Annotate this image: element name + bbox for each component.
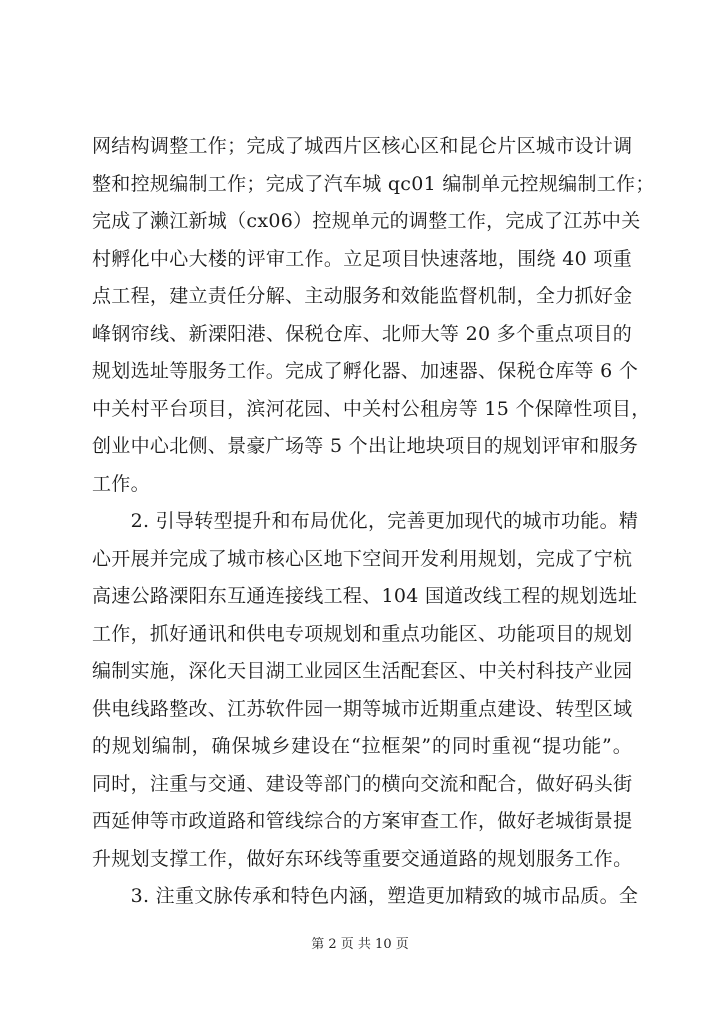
- body-line-18: 同时，注重与交通、建设等部门的横向交流和配合，做好码头街: [92, 773, 633, 795]
- body-line-20: 升规划支撑工作，做好东环线等重要交通道路的规划服务工作。: [92, 848, 633, 870]
- body-line-16: 供电线路整改、江苏软件园一期等城市近期重点建设、转型区域: [92, 698, 633, 720]
- body-line-12: 心开展并完成了城市核心区地下空间开发利用规划，完成了宁杭: [92, 548, 633, 570]
- body-line-1: 网结构调整工作；完成了城西片区核心区和昆仑片区城市设计调: [92, 135, 633, 157]
- body-line-2: 整和控规编制工作；完成了汽车城 qc01 编制单元控规编制工作；: [92, 173, 655, 195]
- body-line-11: 2. 引导转型提升和布局优化，完善更加现代的城市功能。精: [92, 510, 639, 532]
- body-line-10: 工作。: [92, 473, 150, 495]
- page-footer: 第 2 页 共 10 页: [311, 937, 409, 952]
- body-line-3: 完成了濑江新城（cx06）控规单元的调整工作，完成了江苏中关: [92, 210, 641, 232]
- body-line-6: 峰钢帘线、新溧阳港、保税仓库、北师大等 20 多个重点项目的: [92, 323, 632, 345]
- body-line-19: 西延伸等市政道路和管线综合的方案审查工作，做好老城街景提: [92, 810, 633, 832]
- body-line-13: 高速公路溧阳东互通连接线工程、104 国道改线工程的规划选址: [92, 585, 638, 607]
- body-line-15: 编制实施，深化天目湖工业园区生活配套区、中关村科技产业园: [92, 660, 633, 682]
- body-line-17: 的规划编制，确保城乡建设在“拉框架”的同时重视“提功能”。: [92, 735, 632, 757]
- body-line-5: 点工程，建立责任分解、主动服务和效能监督机制，全力抓好金: [92, 285, 633, 307]
- body-line-9: 创业中心北侧、景豪广场等 5 个出让地块项目的规划评审和服务: [92, 435, 639, 457]
- body-line-4: 村孵化中心大楼的评审工作。立足项目快速落地，围绕 40 项重: [92, 248, 632, 270]
- body-line-14: 工作，抓好通讯和供电专项规划和重点功能区、功能项目的规划: [92, 623, 633, 645]
- body-line-8: 中关村平台项目，滨河花园、中关村公租房等 15 个保障性项目，: [92, 398, 651, 420]
- body-line-7: 规划选址等服务工作。完成了孵化器、加速器、保税仓库等 6 个: [92, 360, 639, 382]
- body-line-21: 3. 注重文脉传承和特色内涵，塑造更加精致的城市品质。全: [92, 885, 639, 907]
